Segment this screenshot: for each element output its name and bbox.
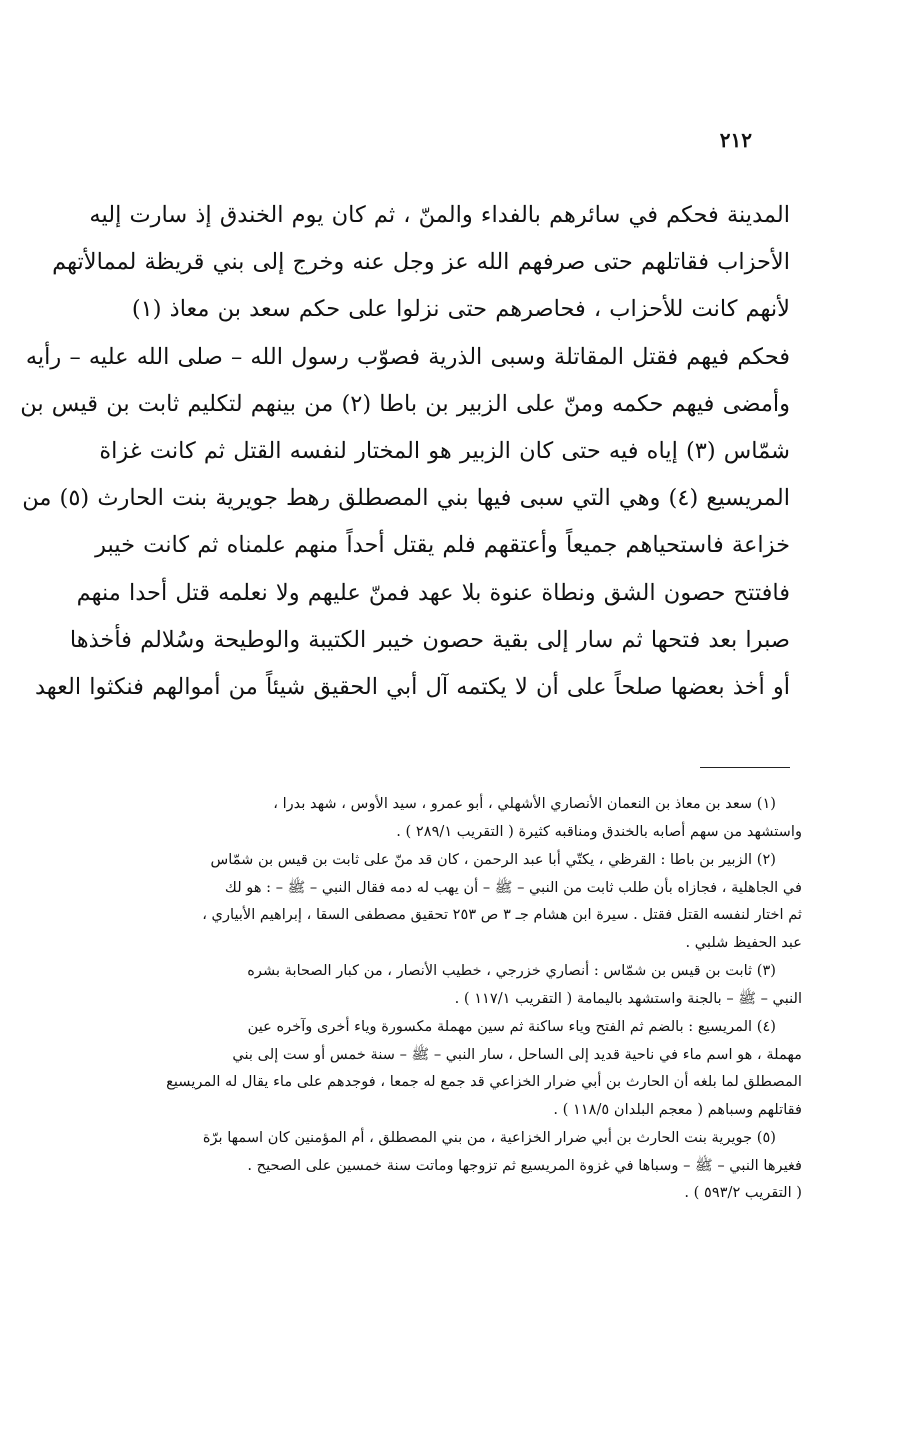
footnote-line: في الجاهلية ، فجازاه بأن طلب ثابت من النبي – ﷺ – أن يهب له دمه فقال النبي – ﷺ – : هو لك	[224, 878, 802, 896]
text-line: لأنهم كانت للأحزاب ، فحاصرهم حتى نزلوا على حكم سعد بن معاذ (١)	[131, 296, 790, 323]
text-line: خزاعة فاستحياهم جميعاً وأعتقهم فلم يقتل أحداً منهم علمناه ثم كانت خيبر	[95, 532, 790, 559]
text-line: فحكم فيهم فقتل المقاتلة وسبى الذرية فصوّب رسول الله – صلى الله عليه – رأيه	[25, 343, 790, 370]
footnote-line: (٢) الزبير بن باطا : القرظي ، يكتّي أبا عبد الرحمن ، كان قد منّ على ثابت بن قيس بن شمّاس	[210, 851, 776, 868]
footnote-line: مهملة ، هو اسم ماء في ناحية قديد إلى الساحل ، سار النبي – ﷺ – سنة خمس أو ست إلى بني	[232, 1045, 802, 1063]
footnote-line: النبي – ﷺ – بالجنة واستشهد باليمامة ( التقريب ١١٧/١ ) .	[454, 989, 802, 1007]
page-number: ٢١٢	[719, 128, 752, 152]
text-line: صبرا بعد فتحها ثم سار إلى بقية حصون خيبر الكتيبة والوطيحة وسُلالم فأخذها	[69, 626, 790, 653]
footnote-line: ( التقريب ٥٩٣/٢ ) .	[684, 1184, 802, 1201]
footnotes	[100, 790, 802, 1208]
text-line: المريسيع (٤) وهي التي سبى فيها بني المصطلق رهط جويرية بنت الحارث (٥) من	[22, 485, 790, 512]
footnote-line: فغيرها النبي – ﷺ – وسباها في غزوة المريسيع ثم تزوجها وماتت سنة خمسين على الصحيح .	[247, 1156, 802, 1174]
footnote-line: (٤) المريسيع : بالضم ثم الفتح وياء ساكنة ثم سين مهملة مكسورة وياء أخرى وآخره عين	[247, 1018, 776, 1035]
footnote-4	[100, 1013, 802, 1123]
text-line: الأحزاب فقاتلهم حتى صرفهم الله عز وجل عنه وخرج إلى بني قريظة لممالأتهم	[52, 249, 790, 276]
footnote-line: ثم اختار لنفسه القتل فقتل . سيرة ابن هشام جـ ٣ ص ٢٥٣ تحقيق مصطفى السقا ، إبراهيم الأبياري ،	[202, 906, 802, 923]
text-line: فافتتح حصون الشق ونطاة عنوة بلا عهد فمنّ عليهم ولا نعلمه قتل أحدا منهم	[76, 579, 790, 606]
footnote-separator	[700, 767, 790, 768]
footnote-line: (٣) ثابت بن قيس بن شمّاس : أنصاري خزرجي ، خطيب الأنصار ، من كبار الصحابة بشره	[247, 962, 776, 979]
main-text	[20, 192, 790, 711]
text-line: وأمضى فيهم حكمه ومنّ على الزبير بن باطا (٢) من بينهم لتكليم ثابت بن قيس بن	[20, 390, 790, 417]
text-line: شمّاس (٣) إياه فيه حتى كان الزبير هو المختار لنفسه القتل ثم كانت غزاة	[99, 437, 790, 464]
footnote-1	[100, 790, 802, 845]
footnote-line: عبد الحفيظ شلبي .	[685, 933, 802, 951]
footnote-line: (١) سعد بن معاذ بن النعمان الأنصاري الأشهلي ، أبو عمرو ، سيد الأوس ، شهد بدرا ،	[273, 795, 776, 812]
text-line: أو أخذ بعضها صلحاً على أن لا يكتمه آل أبي الحقيق شيئاً من أموالهم فنكثوا العهد	[35, 673, 790, 700]
footnote-line: واستشهد من سهم أصابه بالخندق ومناقبه كثيرة ( التقريب ٢٨٩/١ ) .	[396, 822, 802, 840]
footnote-line: فقاتلهم وسباهم ( معجم البلدان ١١٨/٥ ) .	[553, 1100, 802, 1118]
footnote-2	[100, 846, 802, 956]
text-line: المدينة فحكم في سائرهم بالفداء والمنّ ، ثم كان يوم الخندق إذ سارت إليه	[89, 202, 790, 228]
footnote-3	[100, 957, 802, 1012]
footnote-5	[100, 1124, 802, 1207]
footnote-line: (٥) جويرية بنت الحارث بن أبي ضرار الخزاعية ، من بني المصطلق ، أم المؤمنين كان اسمها برّة	[202, 1129, 776, 1146]
footnote-line: المصطلق لما بلغه أن الحارث بن أبي ضرار الخزاعي قد جمع له جمعا ، فوجدهم على ماء يقال له المريسيع	[166, 1073, 802, 1090]
